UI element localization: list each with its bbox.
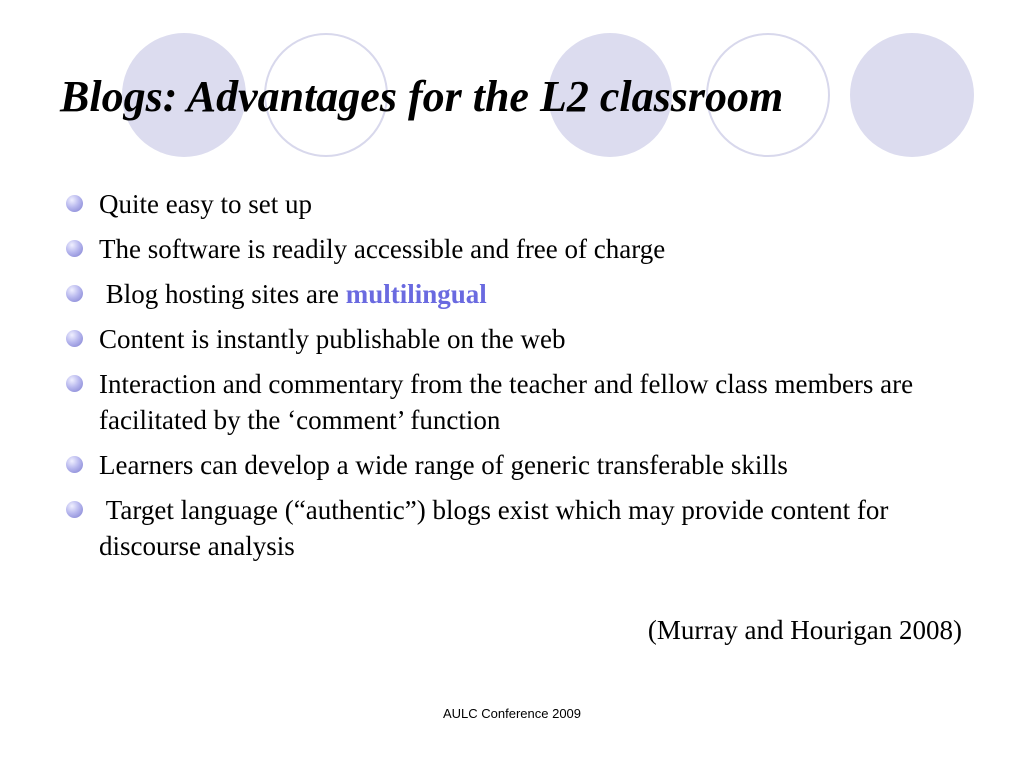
bullet-text: The software is readily accessible and free of charge xyxy=(99,234,666,264)
bullet-icon xyxy=(66,195,83,212)
citation: (Murray and Hourigan 2008) xyxy=(647,615,962,645)
bullet-text: Content is instantly publishable on the web xyxy=(99,324,566,354)
bullet-icon xyxy=(66,375,83,392)
bullet-text: Blog hosting sites are xyxy=(99,279,346,309)
bullet-text: Interaction and commentary from the teacher and fellow class members are facilitated by the ‘comment’ function xyxy=(99,369,914,435)
bullet-icon xyxy=(66,240,83,257)
bullet-icon xyxy=(66,330,83,347)
bullet-item xyxy=(62,231,962,267)
bullet-item xyxy=(62,492,962,564)
bullet-icon xyxy=(66,456,83,473)
bullet-item xyxy=(62,276,962,312)
bullet-item xyxy=(62,447,962,483)
bullet-item xyxy=(62,321,962,357)
bullet-item xyxy=(62,186,962,222)
bullet-text: Quite easy to set up xyxy=(99,189,312,219)
highlighted-term: multilingual xyxy=(345,279,487,309)
slide-title: Blogs: Advantages for the L2 classroom xyxy=(60,72,784,121)
bullet-text: Learners can develop a wide range of generic transferable skills xyxy=(99,450,788,480)
bullet-icon xyxy=(66,501,83,518)
slide-footer: AULC Conference 2009 xyxy=(442,706,582,721)
bullet-icon xyxy=(66,285,83,302)
bullet-text: Target language (“authentic”) blogs exist which may provide content for discourse analysis xyxy=(99,495,896,561)
bullet-list xyxy=(62,186,962,573)
bullet-item xyxy=(62,366,962,438)
